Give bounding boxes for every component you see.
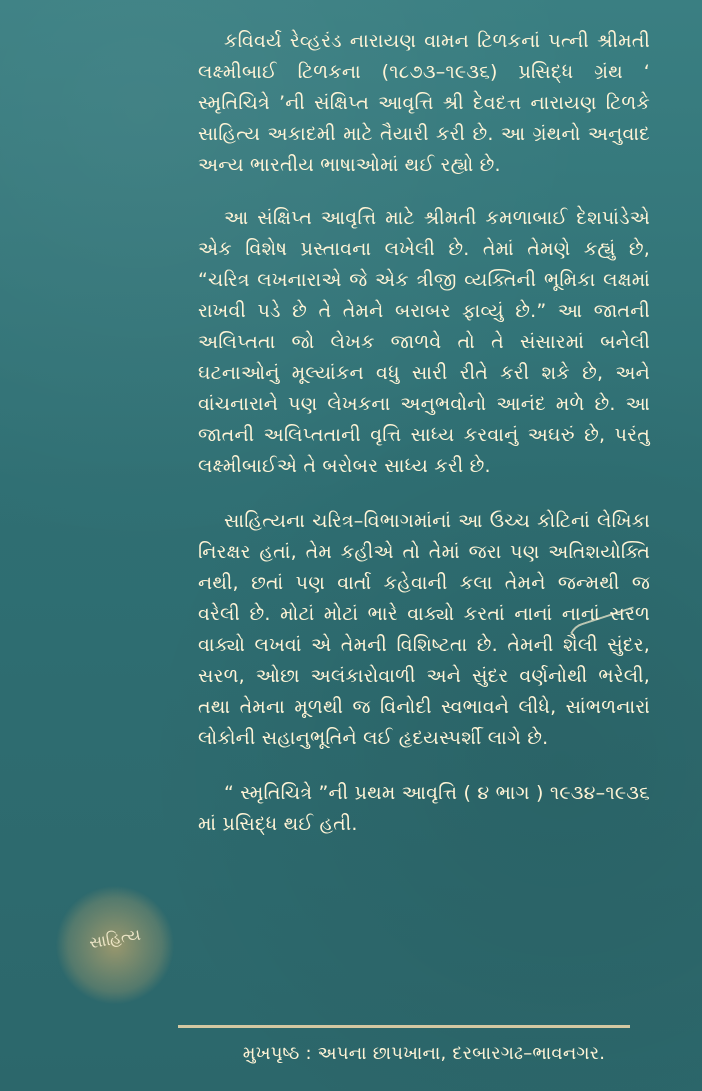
main-text (198, 26, 650, 864)
paragraph-4: “ સ્મૃતિચિત્રે ”ની પ્રથમ આવૃત્તિ ( ૪ ભાગ ) ૧૯૩૪–૧૯૩૬ માં પ્રસિદ્ધ થઈ હતી. (198, 782, 650, 835)
cover-credit: મુખપૃષ્ઠ : અપના છાપખાના, દરબારગઢ–ભાવનગર. (242, 1043, 606, 1064)
paragraph-3: સાહિત્યના ચરિત્ર–વિભાગમાંનાં આ ઉચ્ચ કોટિનાં લેખિકા નિરક્ષર હતાં, તેમ કહીએ તો તેમાં જરા પણ અતિશયોક્તિ નથી, છતાં પણ વાર્તા કહેવાની કલા તેમને જન્મથી જ વરેલી છે. મોટાં મોટાં ભારે વાક્યો કરતાં નાનાં નાનાં સરળ વાક્યો લખવાં એ તેમની વિશિષ્ટતા છે. તેમની શૈલી સુંદર, સરળ, ઓછા અલંકારોવાળી અને સુંદર વર્ણનોથી ભરેલી, તથા તેમના મૂળથી જ વિનોદી સ્વભાવને લીધે, સાંભળનારાં લોકોની સહાનુભૂતિને લઈ હૃદયસ્પર્શી લાગે છે. (198, 510, 650, 749)
publisher-stamp (55, 885, 175, 1005)
footer-rule (178, 1025, 630, 1028)
paragraph-1: કવિવર્ય રેવ્હરંડ નારાયણ વામન ટિળકનાં પત્ની શ્રીમતી લક્ષ્મીબાઈ ટિળકના (૧૮૭૩–૧૯૩૬) પ્રસિદ્ધ ગ્રંથ ‘ સ્મૃતિચિત્રે ’ની સંક્ષિપ્ત આવૃત્તિ શ્રી દેવદત્ત નારાયણ ટિળકે સાહિત્ય અકાદમી માટે તૈયારી કરી છે. આ ગ્રંથનો અનુવાદ અન્ય ભારતીય ભાષાઓમાં થઈ રહ્યો છે. (198, 30, 650, 176)
stamp-text: સાહિત્ય (87, 924, 142, 953)
paragraph-2: આ સંક્ષિપ્ત આવૃત્તિ માટે શ્રીમતી કમળાબાઈ દેશપાંડેએ એક વિશેષ પ્રસ્તાવના લખેલી છે. તેમાં તેમણે કહ્યું છે, “ચરિત્ર લખનારાએ જે એક ત્રીજી વ્યક્તિની ભૂમિકા લક્ષમાં રાખવી પડે છે તે તેમને બરાબર ફાવ્યું છે.” આ જાતની અલિપ્તતા જો લેખક જાળવે તો તે સંસારમાં બનેલી ઘટનાઓનું મૂલ્યાંકન વધુ સારી રીતે કરી શકે છે, અને વાંચનારાને પણ લેખકના અનુભવોનો આનંદ મળે છે. આ જાતની અલિપ્તતાની વૃત્તિ સાધ્ય કરવાનું અઘરું છે, પરંતુ લક્ષ્મીબાઈએ તે બરોબર સાધ્ય કરી છે. (198, 207, 650, 477)
